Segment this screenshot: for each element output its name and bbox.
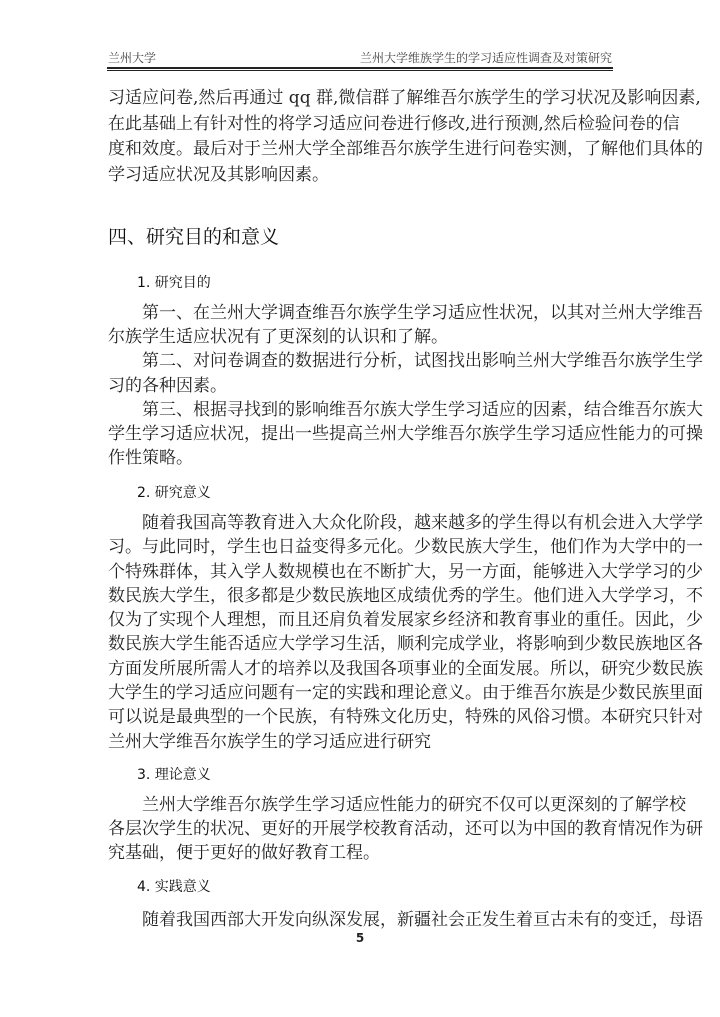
text-line: 仅为了实现个人理想，而且还肩负着发展家乡经济和教育事业的重任。因此，少 [108, 610, 703, 631]
text-line: 兰州大学维吾尔族学生学习适应性能力的研究不仅可以更深刻的了解学校 [142, 795, 686, 815]
header-left: 兰州大学 [108, 51, 157, 65]
text-line: 随着我国高等教育进入大众化阶段，越来越多的学生得以有机会进入大学学 [142, 513, 703, 533]
text-line: 第三、根据寻找到的影响维吾尔族大学生学习适应的因素，结合维吾尔族大 [142, 399, 703, 420]
text-line: 第一、在兰州大学调查维吾尔族学生学习适应性状况，以其对兰州大学维吾 [142, 303, 703, 323]
text-line: 随着我国西部大开发向纵深发展，新疆社会正发生着亘古未有的变迁，母语 [142, 910, 703, 930]
text-line: 数民族大学生能否适应大学学习生活，顺利完成学业，将影响到少数民族地区各 [108, 634, 703, 655]
text-line: 第二、对问卷调查的数据进行分析，试图找出影响兰州大学维吾尔族学生学 [142, 351, 703, 372]
subheading-theoretical-significance: 3. 理论意义 [137, 767, 211, 783]
theoretical-significance-body [108, 793, 703, 865]
subheading-practical-significance: 4. 实践意义 [137, 879, 211, 895]
text-line: 数民族大学生，很多都是少数民族地区成绩优秀的学生。他们进入大学学习，不 [108, 585, 703, 606]
page-number: 5 [355, 931, 365, 945]
text-line: 个特殊群体，其入学人数规模也在不断扩大，另一方面，能够进入大学学习的少 [108, 561, 703, 582]
section-title: 四、研究目的和意义 [108, 226, 280, 248]
text-line: 兰州大学维吾尔族学生的学习适应进行研究 [108, 731, 431, 752]
header-rule-thin [107, 70, 613, 71]
header-rule-thick [107, 67, 613, 69]
text-line: 究基础，便于更好的做好教育工程。 [108, 843, 380, 863]
subheading-research-significance: 2. 研究意义 [137, 485, 211, 501]
research-purpose-body [108, 301, 703, 470]
text-line: 习的各种因素。 [108, 375, 227, 396]
text-line: 习适应问卷,然后再通过 qq 群,微信群了解维吾尔族学生的学习状况及影响因素, [108, 88, 701, 108]
text-line: 各层次学生的状况、更好的开展学校教育活动，还可以为中国的教育情况作为研 [108, 819, 703, 839]
text-line: 方面发所展所需人才的培养以及我国各项事业的全面发展。所以，研究少数民族 [108, 658, 703, 679]
header-right: 兰州大学维族学生的学习适应性调查及对策研究 [359, 51, 612, 65]
practical-significance-body [108, 908, 703, 932]
text-line: 可以说是最典型的一个民族，有特殊文化历史，特殊的风俗习惯。本研究只针对 [108, 707, 703, 728]
text-line: 作性策略。 [108, 448, 193, 469]
subheading-research-purpose: 1. 研究目的 [137, 275, 211, 291]
research-significance-body [108, 511, 703, 754]
text-line: 大学生的学习适应问题有一定的实践和理论意义。由于维吾尔族是少数民族里面 [108, 683, 703, 704]
intro-paragraph [108, 86, 703, 188]
text-line: 学习适应状况及其影响因素。 [108, 164, 329, 185]
text-line: 度和效度。最后对于兰州大学全部维吾尔族学生进行问卷实测，了解他们具体的 [108, 139, 703, 159]
text-line: 尔族学生适应状况有了更深刻的认识和了解。 [108, 327, 448, 348]
text-line: 在此基础上有针对性的将学习适应问卷进行修改,进行预测,然后检验问卷的信 [108, 113, 680, 134]
text-line: 习。与此同时，学生也日益变得多元化。少数民族大学生，他们作为大学中的一 [108, 537, 703, 558]
text-line: 学生学习适应状况，提出一些提高兰州大学维吾尔族学生学习适应性能力的可操 [108, 423, 703, 444]
